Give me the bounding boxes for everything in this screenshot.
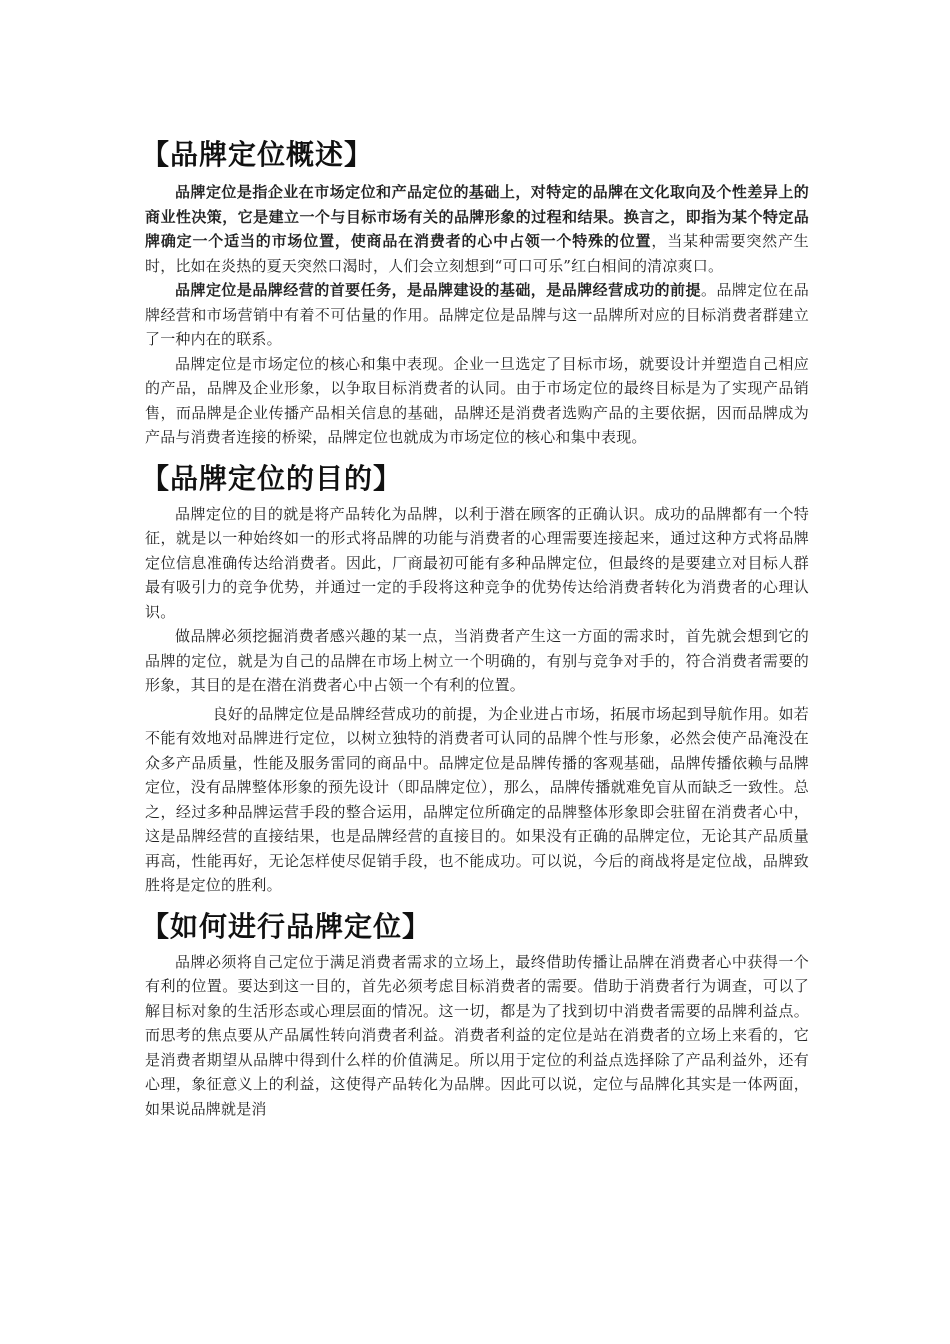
- overview-p2-rest: 。品牌定位在品牌经营和市场营销中有着不可估量的作用。品牌定位是品牌与这一品牌所对应的目标消费者群建立了一种内在的联系。: [145, 281, 809, 348]
- overview-p1-rest: ，当某种需要突然产生时，比如在炎热的夏天突然口渴时，人们会立刻想到“可口可乐”红白相间的清凉爽口。: [145, 232, 809, 275]
- section-heading-howto: 【如何进行品牌定位】: [141, 909, 432, 943]
- overview-paragraph-2: [145, 278, 809, 352]
- section-heading-purpose: 【品牌定位的目的】: [141, 461, 403, 495]
- overview-paragraph-3: 品牌定位是市场定位的核心和集中表现。企业一旦选定了目标市场，就要设计并塑造自己相应的产品，品牌及企业形象，以争取目标消费者的认同。由于市场定位的最终目标是为了实现产品销售，而品牌是企业传播产品相关信息的基础，品牌还是消费者选购产品的主要依据，因而品牌成为产品与消费者连接的桥梁，品牌定位也就成为市场定位的核心和集中表现。: [145, 354, 809, 446]
- overview-p1-bold: 品牌定位是指企业在市场定位和产品定位的基础上，对特定的品牌在文化取向及个性差异上的商业性决策，它是建立一个与目标市场有关的品牌形象的过程和结果。换言之，即指为某个特定品牌确定一个适当的市场位置，使商品在消费者的心中占领一个特殊的位置: [145, 183, 809, 250]
- document-page: [141, 132, 809, 1121]
- purpose-paragraph-2: 做品牌必须挖掘消费者感兴趣的某一点，当消费者产生这一方面的需求时，首先就会想到它的品牌的定位，就是为自己的品牌在市场上树立一个明确的，有别与竞争对手的，符合消费者需要的形象，其目的是在潜在消费者心中占领一个有利的位置。: [145, 627, 809, 694]
- overview-paragraph-1: [145, 180, 809, 278]
- purpose-paragraph-3: 良好的品牌定位是品牌经营成功的前提，为企业进占市场，拓展市场起到导航作用。如若不能有效地对品牌进行定位，以树立独特的消费者可认同的品牌个性与形象，必然会使产品淹没在众多产品质量，性能及服务雷同的商品中。品牌定位是品牌传播的客观基础，品牌传播依赖与品牌定位，没有品牌整体形象的预先设计（即品牌定位），那么，品牌传播就难免盲从而缺乏一致性。总之，经过多种品牌运营手段的整合运用，品牌定位所确定的品牌整体形象即会驻留在消费者心中，这是品牌经营的直接结果，也是品牌经营的直接目的。如果没有正确的品牌定位，无论其产品质量再高，性能再好，无论怎样使尽促销手段，也不能成功。可以说，今后的商战将是定位战，品牌致胜将是定位的胜利。: [145, 704, 809, 894]
- overview-p2-bold: 品牌定位是品牌经营的首要任务，是品牌建设的基础，是品牌经营成功的前提: [175, 281, 701, 299]
- section-heading-overview: 【品牌定位概述】: [141, 138, 374, 171]
- howto-paragraph-1: 品牌必须将自己定位于满足消费者需求的立场上，最终借助传播让品牌在消费者心中获得一个有利的位置。要达到这一目的，首先必须考虑目标消费者的需要。借助于消费者行为调查，可以了解目标对象的生活形态或心理层面的情况。这一切，都是为了找到切中消费者需要的品牌利益点。而思考的焦点要从产品属性转向消费者利益。消费者利益的定位是站在消费者的立场上来看的，它是消费者期望从品牌中得到什么样的价值满足。所以用于定位的利益点选择除了产品利益外，还有心理，象征意义上的利益，这使得产品转化为品牌。因此可以说，定位与品牌化其实是一体两面，如果说品牌就是消: [145, 952, 809, 1118]
- purpose-paragraph-1: 品牌定位的目的就是将产品转化为品牌，以利于潜在顾客的正确认识。成功的品牌都有一个特征，就是以一种始终如一的形式将品牌的功能与消费者的心理需要连接起来，通过这种方式将品牌定位信息准确传达给消费者。因此，厂商最初可能有多种品牌定位，但最终的是要建立对目标人群最有吸引力的竞争优势，并通过一定的手段将这种竞争的优势传达给消费者转化为消费者的心理认识。: [145, 504, 809, 621]
